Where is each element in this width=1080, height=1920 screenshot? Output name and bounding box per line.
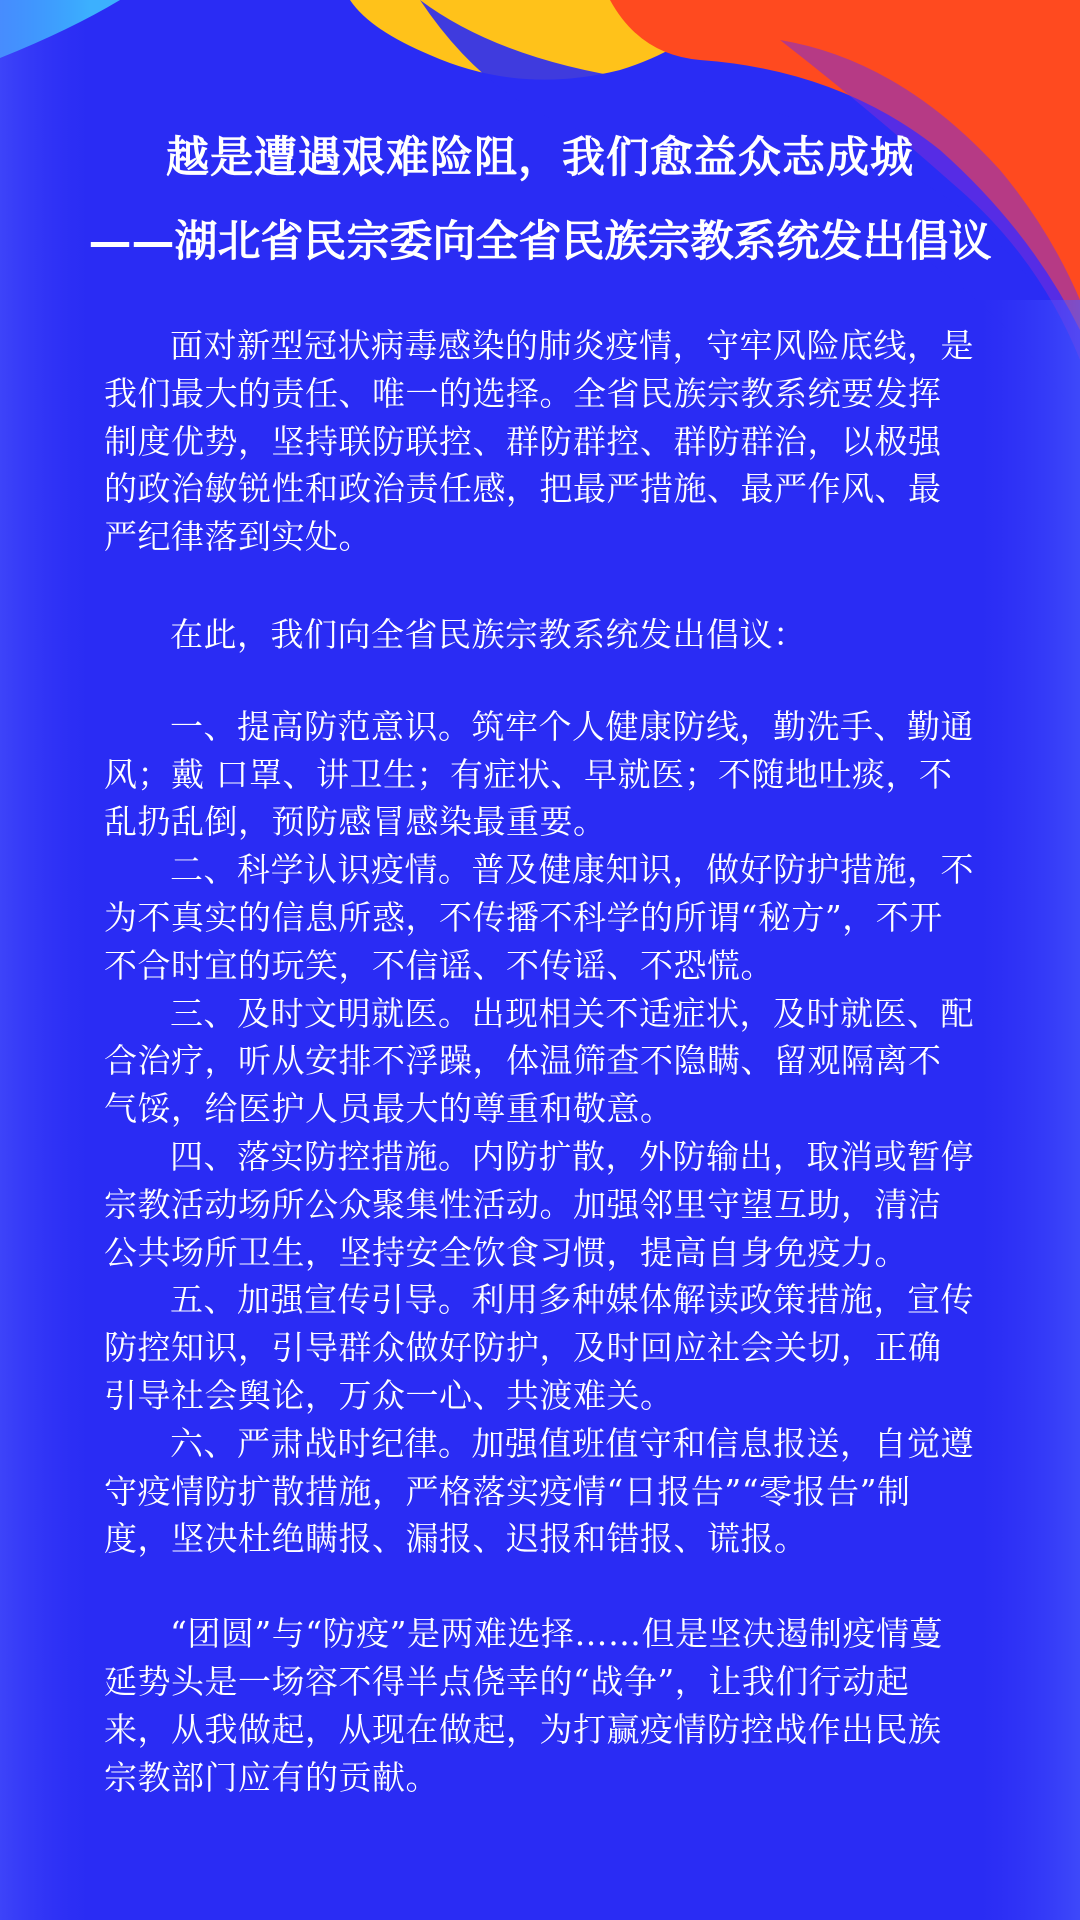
lead-in-paragraph: 在此，我们向全省民族宗教系统发出倡议： xyxy=(170,614,807,654)
proposal-item-5: 五、加强宣传引导。利用多种媒体解读政策措施，宣传防控知识，引导群众做好防护，及时回应社会关切，正确引导社会舆论，万众一心、共渡难关。 xyxy=(104,1280,974,1415)
closing-paragraph: “团圆”与“防疫”是两难选择……但是坚决遏制疫情蔓延势头是一场容不得半点侥幸的“战争”，让我们行动起来，从我做起，从现在做起，为打赢疫情防控战作出民族宗教部门应有的贡献。 xyxy=(104,1614,943,1797)
document-subtitle: ——湖北省民宗委向全省民族宗教系统发出倡议 xyxy=(88,217,992,267)
proposal-item-3: 三、及时文明就医。出现相关不适症状，及时就医、配合治疗，听从安排不浮躁，体温筛查不隐瞒、留观隔离不气馁，给医护人员最大的尊重和敬意。 xyxy=(104,993,974,1129)
document-title: 越是遭遇艰难险阻，我们愈益众志成城 xyxy=(166,133,914,183)
proposal-item-1: 一、提高防范意识。筑牢个人健康防线，勤洗手、勤通风；戴 口罩、讲卫生；有症状、早就医；不随地吐痰，不乱扔乱倒，预防感冒感染最重要。 xyxy=(104,706,974,842)
proposal-item-6: 六、严肃战时纪律。加强值班值守和信息报送，自觉遵守疫情防扩散措施，严格落实疫情“日报告”“零报告”制度，坚决杜绝瞒报、漏报、迟报和错报、谎报。 xyxy=(104,1423,974,1559)
document-body xyxy=(104,322,974,1801)
proposal-item-2: 二、科学认识疫情。普及健康知识，做好防护措施，不为不真实的信息所惑，不传播不科学的所谓“秘方”，不开不合时宜的玩笑，不信谣、不传谣、不恐慌。 xyxy=(104,850,974,985)
proposal-item-4: 四、落实防控措施。内防扩散，外防输出，取消或暂停宗教活动场所公众聚集性活动。加强邻里守望互助，清洁公共场所卫生，坚持安全饮食习惯，提高自身免疫力。 xyxy=(104,1136,974,1272)
intro-paragraph: 面对新型冠状病毒感染的肺炎疫情，守牢风险底线，是我们最大的责任、唯一的选择。全省民族宗教系统要发挥制度优势，坚持联防联控、群防群控、群防群治，以极强的政治敏锐性和政治责任感，把最严措施、最严作风、最严纪律落到实处。 xyxy=(104,326,974,557)
